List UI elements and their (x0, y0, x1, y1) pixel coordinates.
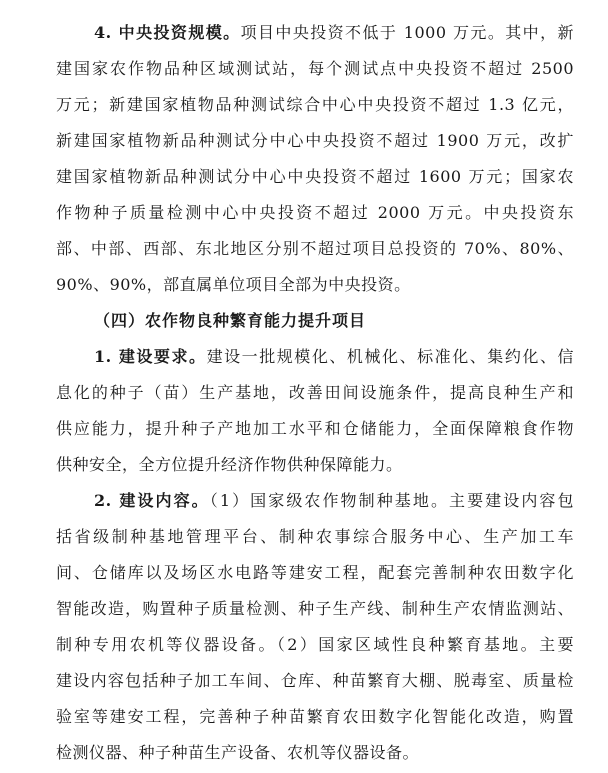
item2-line-6: 验室等建安工程，完善种子种苗繁育农田数字化智能化改造，购置 (56, 707, 574, 726)
section4-first-line (94, 16, 574, 50)
section4-line-2: 万元；新建国家植物品种测试综合中心中央投资不超过 1.3 亿元， (56, 95, 574, 114)
item2-first-line (94, 484, 574, 518)
section4-line-6: 部、中部、西部、东北地区分别不超过项目总投资的 70%、80%、 (56, 239, 574, 258)
section-four-title: （四）农作物良种繁育能力提升项目 (94, 311, 367, 330)
item2-line-2: 间、仓储库以及场区水电路等建安工程，配套完善制种农田数字化 (56, 563, 574, 582)
item1-line-1: 息化的种子（苗）生产基地，改善田间设施条件，提高良种生产和 (56, 383, 574, 402)
item1-line-2: 供应能力，提升种子产地加工水平和仓储能力，全面保障粮食作物 (56, 419, 574, 438)
item2-line-1: 括省级制种基地管理平台、制种农事综合服务中心、生产加工车 (56, 527, 574, 546)
item1-line-3: 供种安全，全方位提升经济作物供种保障能力。 (56, 455, 403, 474)
item1-line-0: 建设一批规模化、机械化、标准化、集约化、信 (206, 347, 574, 366)
item2-line-3: 智能改造，购置种子质量检测、种子生产线、制种生产农情监测站、 (56, 599, 574, 618)
section4-line-3: 新建国家植物新品种测试分中心中央投资不超过 1900 万元，改扩 (56, 131, 574, 150)
item2-line-7: 检测仪器、种子种苗生产设备、农机等仪器设备。 (56, 743, 420, 762)
item1-heading: 1. 建设要求。 (94, 347, 207, 366)
item2-line-4: 制种专用农机等仪器设备。（2）国家区域性良种繁育基地。主要 (56, 635, 574, 654)
item1-first-line (94, 340, 574, 374)
section4-line-7: 90%、90%，部直属单位项目全部为中央投资。 (56, 275, 411, 294)
item2-line-5: 建设内容包括种子加工车间、仓库、种苗繁育大棚、脱毒室、质量检 (56, 671, 574, 690)
section4-heading: 4. 中央投资规模。 (94, 23, 241, 42)
section4-line-4: 建国家植物新品种测试分中心中央投资不超过 1600 万元；国家农 (56, 167, 574, 186)
section4-line-0: 项目中央投资不低于 1000 万元。其中，新 (240, 23, 574, 42)
item2-line-0: （1）国家级农作物制种基地。主要建设内容包 (209, 491, 574, 510)
section4-line-5: 作物种子质量检测中心中央投资不超过 2000 万元。中央投资东 (56, 203, 574, 222)
item2-heading: 2. 建设内容。 (94, 491, 210, 510)
section4-line-1: 建国家农作物品种区域测试站，每个测试点中央投资不超过 2500 (56, 59, 574, 78)
